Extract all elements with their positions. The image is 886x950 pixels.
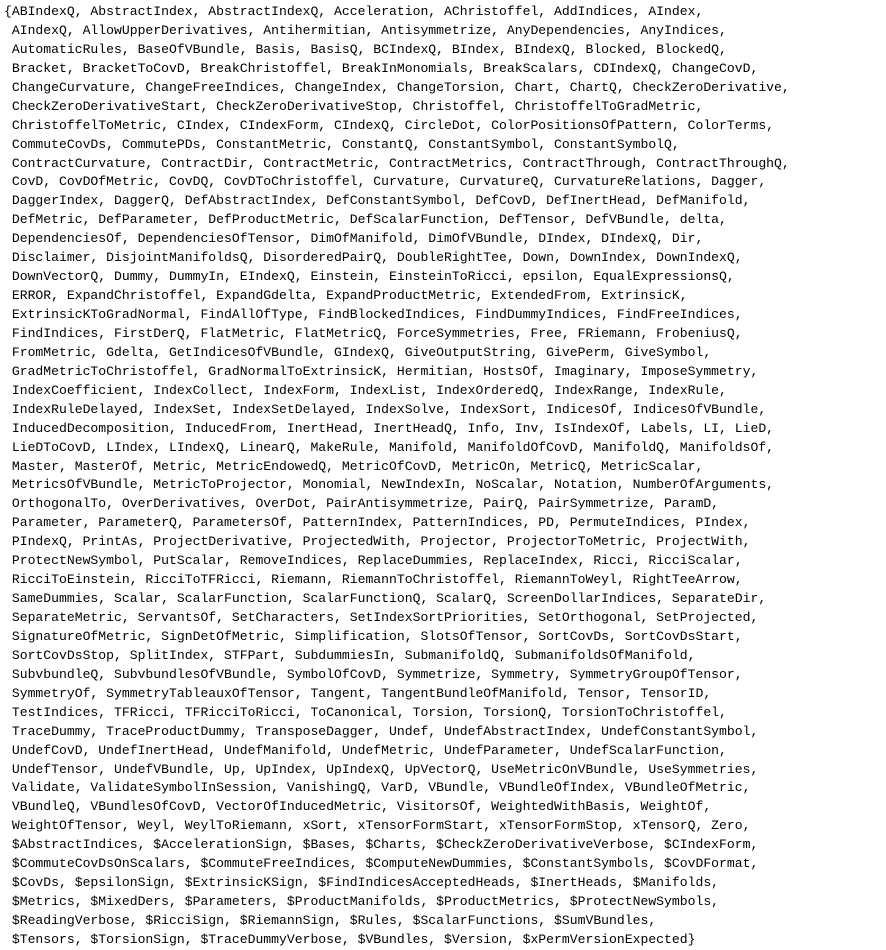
output-line: RicciToEinstein, RicciToTFRicci, Riemann, RiemannToChristoffel, RiemannToWeyl, RightTeeArrow, — [4, 572, 743, 588]
output-line: SymmetryOf, SymmetryTableauxOfTensor, Tangent, TangentBundleOfManifold, Tensor, TensorID, — [4, 685, 712, 701]
output-line: WeightOfTensor, Weyl, WeylToRiemann, xSort, xTensorFormStart, xTensorFormStop, xTensorQ, Zero, — [4, 818, 751, 834]
output-line: MetricsOfVBundle, MetricToProjector, Monomial, NewIndexIn, NoScalar, Notation, NumberOfArguments, — [4, 477, 775, 493]
output-line: {ABIndexQ, AbstractIndex, AbstractIndexQ, Acceleration, AChristoffel, AddIndices, AIndex, — [4, 4, 704, 19]
output-line: IndexCoefficient, IndexCollect, IndexForm, IndexList, IndexOrderedQ, IndexRange, IndexRule, — [4, 382, 727, 398]
output-line: UndefCovD, UndefInertHead, UndefManifold, UndefMetric, UndefParameter, UndefScalarFunction, — [4, 742, 727, 758]
output-line: ERROR, ExpandChristoffel, ExpandGdelta, ExpandProductMetric, ExtendedFrom, ExtrinsicK, — [4, 288, 688, 304]
output-line: $CommuteCovDsOnScalars, $CommuteFreeIndices, $ComputeNewDummies, $ConstantSymbols, $CovDFormat, — [4, 856, 759, 872]
output-line: ChangeCurvature, ChangeFreeIndices, ChangeIndex, ChangeTorsion, Chart, ChartQ, CheckZeroDerivative, — [4, 79, 790, 95]
output-line: FromMetric, Gdelta, GetIndicesOfVBundle, GIndexQ, GiveOutputString, GivePerm, GiveSymbol, — [4, 344, 712, 360]
output-line: VBundleQ, VBundlesOfCovD, VectorOfInducedMetric, VisitorsOf, WeightedWithBasis, WeightOf, — [4, 799, 712, 815]
output-line: Master, MasterOf, Metric, MetricEndowedQ, MetricOfCovD, MetricOn, MetricQ, MetricScalar, — [4, 458, 704, 474]
output-line: Parameter, ParameterQ, ParametersOf, PatternIndex, PatternIndices, PD, PermuteIndices, PIndex, — [4, 515, 751, 531]
output-line: SignatureOfMetric, SignDetOfMetric, Simplification, SlotsOfTensor, SortCovDs, SortCovDsStart, — [4, 628, 743, 644]
output-line: SortCovDsStop, SplitIndex, STFPart, SubdummiesIn, SubmanifoldQ, SubmanifoldsOfManifold, — [4, 647, 696, 663]
output-line: SameDummies, Scalar, ScalarFunction, ScalarFunctionQ, ScalarQ, ScreenDollarIndices, SeparateDir, — [4, 591, 767, 607]
output-line: Disclaimer, DisjointManifoldsQ, DisorderedPairQ, DoubleRightTee, Down, DownIndex, DownIndexQ, — [4, 250, 743, 266]
output-line: AIndexQ, AllowUpperDerivatives, Antihermitian, Antisymmetrize, AnyDependencies, AnyIndices, — [4, 22, 727, 38]
output-line: DependenciesOf, DependenciesOfTensor, DimOfManifold, DimOfVBundle, DIndex, DIndexQ, Dir, — [4, 231, 704, 247]
output-line: FindIndices, FirstDerQ, FlatMetric, FlatMetricQ, ForceSymmetries, Free, FRiemann, FrobeniusQ, — [4, 325, 743, 341]
output-line: Bracket, BracketToCovD, BreakChristoffel, BreakInMonomials, BreakScalars, CDIndexQ, ChangeCovD, — [4, 60, 759, 76]
output-line: Validate, ValidateSymbolInSession, VanishingQ, VarD, VBundle, VBundleOfIndex, VBundleOfMetric, — [4, 780, 751, 796]
output-line: InducedDecomposition, InducedFrom, InertHead, InertHeadQ, Info, Inv, IsIndexOf, Labels, LI, LieD, — [4, 420, 775, 436]
output-line: ExtrinsicKToGradNormal, FindAllOfType, FindBlockedIndices, FindDummyIndices, FindFreeIndices, — [4, 307, 743, 322]
output-line: CheckZeroDerivativeStart, CheckZeroDerivativeStop, Christoffel, ChristoffelToGradMetric, — [4, 98, 704, 114]
output-line: UndefTensor, UndefVBundle, Up, UpIndex, UpIndexQ, UpVectorQ, UseMetricOnVBundle, UseSymmetries, — [4, 761, 759, 777]
output-line: PIndexQ, PrintAs, ProjectDerivative, ProjectedWith, Projector, ProjectorToMetric, ProjectWith, — [4, 534, 751, 550]
output-line: CommuteCovDs, CommutePDs, ConstantMetric, ConstantQ, ConstantSymbol, ConstantSymbolQ, — [4, 136, 680, 152]
output-line: SeparateMetric, ServantsOf, SetCharacters, SetIndexSortPriorities, SetOrthogonal, SetProjected, — [4, 610, 759, 625]
output-line: DaggerIndex, DaggerQ, DefAbstractIndex, DefConstantSymbol, DefCovD, DefInertHead, DefManifold, — [4, 193, 751, 209]
output-line: OrthogonalTo, OverDerivatives, OverDot, PairAntisymmetrize, PairQ, PairSymmetrize, ParamD, — [4, 496, 720, 512]
output-line: ChristoffelToMetric, CIndex, CIndexForm, CIndexQ, CircleDot, ColorPositionsOfPattern, ColorTerms, — [4, 117, 775, 133]
output-line: AutomaticRules, BaseOfVBundle, Basis, BasisQ, BCIndexQ, BIndex, BIndexQ, Blocked, BlockedQ, — [4, 41, 727, 57]
output-line: IndexRuleDelayed, IndexSet, IndexSetDelayed, IndexSolve, IndexSort, IndicesOf, IndicesOfVBundle, — [4, 401, 767, 417]
output-line: DownVectorQ, Dummy, DummyIn, EIndexQ, Einstein, EinsteinToRicci, epsilon, EqualExpressionsQ, — [4, 269, 735, 285]
output-line: $Metrics, $MixedDers, $Parameters, $ProductManifolds, $ProductMetrics, $ProtectNewSymbols, — [4, 894, 720, 910]
output-line: ContractCurvature, ContractDir, ContractMetric, ContractMetrics, ContractThrough, ContractThroughQ, — [4, 155, 790, 171]
output-line: $CovDs, $epsilonSign, $ExtrinsicKSign, $FindIndicesAcceptedHeads, $InertHeads, $Manifolds, — [4, 875, 720, 891]
output-line: $ReadingVerbose, $RicciSign, $RiemannSign, $Rules, $ScalarFunctions, $SumVBundles, — [4, 913, 657, 928]
output-line: $Tensors, $TorsionSign, $TraceDummyVerbose, $VBundles, $Version, $xPermVersionExpected} — [4, 931, 696, 947]
symbol-list-output — [4, 3, 884, 950]
output-line: $AbstractIndices, $AccelerationSign, $Bases, $Charts, $CheckZeroDerivativeVerbose, $CIndexForm, — [4, 837, 759, 853]
output-line: SubvbundleQ, SubvbundlesOfVBundle, SymbolOfCovD, Symmetrize, Symmetry, SymmetryGroupOfTensor, — [4, 666, 743, 682]
output-line: TraceDummy, TraceProductDummy, TransposeDagger, Undef, UndefAbstractIndex, UndefConstantSymbol, — [4, 723, 759, 739]
output-line: DefMetric, DefParameter, DefProductMetric, DefScalarFunction, DefTensor, DefVBundle, delta, — [4, 212, 727, 228]
output-line: CovD, CovDOfMetric, CovDQ, CovDToChristoffel, Curvature, CurvatureQ, CurvatureRelations, Dagger, — [4, 174, 767, 190]
output-line: ProtectNewSymbol, PutScalar, RemoveIndices, ReplaceDummies, ReplaceIndex, Ricci, RicciScalar, — [4, 553, 743, 569]
output-line: GradMetricToChristoffel, GradNormalToExtrinsicK, Hermitian, HostsOf, Imaginary, ImposeSymmetry, — [4, 363, 759, 379]
output-line: LieDToCovD, LIndex, LIndexQ, LinearQ, MakeRule, Manifold, ManifoldOfCovD, ManifoldQ, ManifoldsOf, — [4, 439, 775, 455]
output-line: TestIndices, TFRicci, TFRicciToRicci, ToCanonical, Torsion, TorsionQ, TorsionToChristoffel, — [4, 704, 727, 720]
